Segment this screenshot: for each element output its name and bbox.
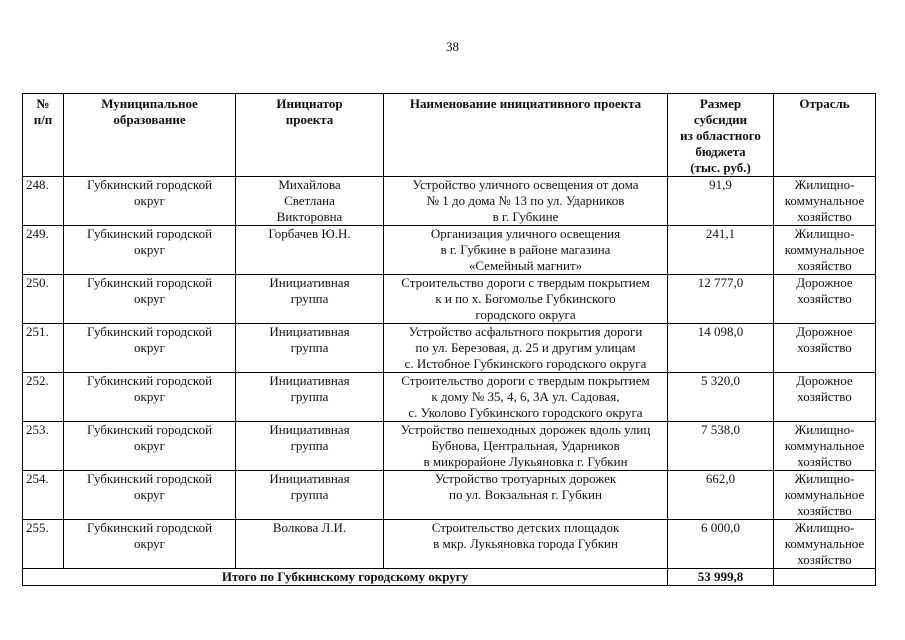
header-num: № п/п (23, 94, 64, 177)
cell-municipality: Губкинский городской округ (64, 275, 236, 324)
cell-sector: Жилищно- коммунальное хозяйство (774, 520, 876, 569)
header-initiator: Инициатор проекта (236, 94, 384, 177)
cell-amount: 662,0 (668, 471, 774, 520)
cell-amount: 14 098,0 (668, 324, 774, 373)
cell-project: Устройство тротуарных дорожек по ул. Вокзальная г. Губкин (384, 471, 668, 520)
cell-project: Строительство дороги с твердым покрытием к и по х. Богомолье Губкинского городского округа (384, 275, 668, 324)
total-sector (774, 569, 876, 586)
cell-sector: Жилищно- коммунальное хозяйство (774, 471, 876, 520)
cell-project: Устройство уличного освещения от дома № 1 до дома № 13 по ул. Ударников в г. Губкине (384, 177, 668, 226)
cell-num: 254. (23, 471, 64, 520)
cell-initiator: Инициативная группа (236, 373, 384, 422)
cell-amount: 91,9 (668, 177, 774, 226)
cell-num: 249. (23, 226, 64, 275)
subsidy-table (22, 93, 876, 586)
cell-sector: Дорожное хозяйство (774, 373, 876, 422)
table-row (23, 324, 876, 373)
cell-project: Строительство дороги с твердым покрытием к дому № 35, 4, 6, 3А ул. Садовая, с. Уколово Губкинского городского округа (384, 373, 668, 422)
cell-initiator: Инициативная группа (236, 422, 384, 471)
cell-project: Строительство детских площадок в мкр. Лукьяновка города Губкин (384, 520, 668, 569)
total-row (23, 569, 876, 586)
cell-municipality: Губкинский городской округ (64, 324, 236, 373)
cell-project: Устройство асфальтного покрытия дороги по ул. Березовая, д. 25 и другим улицам с. Истобное Губкинского городского округа (384, 324, 668, 373)
total-amount: 53 999,8 (668, 569, 774, 586)
table-row (23, 520, 876, 569)
cell-municipality: Губкинский городской округ (64, 422, 236, 471)
cell-municipality: Губкинский городской округ (64, 177, 236, 226)
cell-num: 253. (23, 422, 64, 471)
cell-amount: 5 320,0 (668, 373, 774, 422)
cell-num: 251. (23, 324, 64, 373)
cell-sector: Дорожное хозяйство (774, 324, 876, 373)
cell-sector: Жилищно- коммунальное хозяйство (774, 422, 876, 471)
cell-project: Организация уличного освещения в г. Губкине в районе магазина «Семейный магнит» (384, 226, 668, 275)
cell-project: Устройство пешеходных дорожек вдоль улиц Бубнова, Центральная, Ударников в микрорайоне Лукьяновка г. Губкин (384, 422, 668, 471)
cell-num: 255. (23, 520, 64, 569)
cell-amount: 12 777,0 (668, 275, 774, 324)
header-municipality: Муниципальное образование (64, 94, 236, 177)
table-row (23, 422, 876, 471)
cell-num: 252. (23, 373, 64, 422)
cell-sector: Жилищно- коммунальное хозяйство (774, 177, 876, 226)
cell-initiator: Горбачев Ю.Н. (236, 226, 384, 275)
table-header-row (23, 94, 876, 177)
table-row (23, 471, 876, 520)
cell-initiator: Михайлова Светлана Викторовна (236, 177, 384, 226)
cell-municipality: Губкинский городской округ (64, 520, 236, 569)
cell-initiator: Инициативная группа (236, 471, 384, 520)
cell-sector: Дорожное хозяйство (774, 275, 876, 324)
cell-num: 250. (23, 275, 64, 324)
table-row (23, 226, 876, 275)
cell-num: 248. (23, 177, 64, 226)
cell-municipality: Губкинский городской округ (64, 373, 236, 422)
cell-initiator: Волкова Л.И. (236, 520, 384, 569)
header-sector: Отрасль (774, 94, 876, 177)
cell-municipality: Губкинский городской округ (64, 471, 236, 520)
cell-initiator: Инициативная группа (236, 275, 384, 324)
header-project: Наименование инициативного проекта (384, 94, 668, 177)
table-row (23, 177, 876, 226)
cell-sector: Жилищно- коммунальное хозяйство (774, 226, 876, 275)
header-amount: Размер субсидии из областного бюджета (тыс. руб.) (668, 94, 774, 177)
table-row (23, 373, 876, 422)
cell-initiator: Инициативная группа (236, 324, 384, 373)
total-label: Итого по Губкинскому городскому округу (23, 569, 668, 586)
cell-amount: 7 538,0 (668, 422, 774, 471)
cell-municipality: Губкинский городской округ (64, 226, 236, 275)
cell-amount: 241,1 (668, 226, 774, 275)
page-number: 38 (446, 39, 459, 54)
cell-amount: 6 000,0 (668, 520, 774, 569)
table-row (23, 275, 876, 324)
